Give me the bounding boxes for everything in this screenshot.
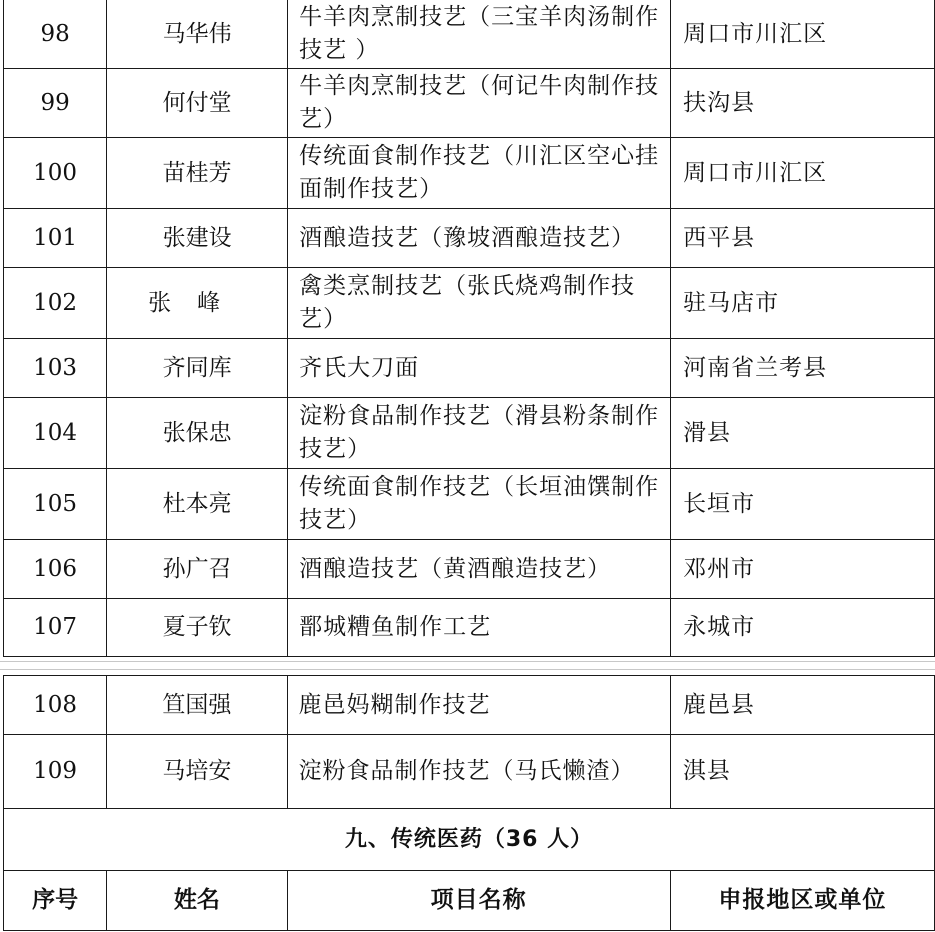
header-region: 申报地区或单位 — [670, 871, 934, 931]
project-name: 酒酿造技艺（豫坡酒酿造技艺） — [288, 209, 671, 268]
project-name: 传统面食制作技艺（川汇区空心挂面制作技艺） — [288, 138, 671, 209]
table-row — [4, 735, 935, 809]
row-number: 103 — [4, 339, 107, 398]
table-row — [4, 398, 935, 469]
table-row — [4, 69, 935, 138]
region: 西平县 — [671, 209, 935, 268]
table-row — [4, 599, 935, 657]
region: 周口市川汇区 — [671, 138, 935, 209]
row-number: 105 — [4, 469, 107, 540]
person-name: 张保忠 — [107, 398, 288, 469]
row-number: 108 — [4, 676, 107, 735]
project-name: 鄑城糟鱼制作工艺 — [288, 599, 671, 657]
person-name: 张建设 — [107, 209, 288, 268]
heritage-table-part1 — [3, 0, 935, 657]
region: 淇县 — [670, 735, 934, 809]
person-name: 张峰 — [107, 268, 288, 339]
page-break — [0, 658, 935, 674]
table-row — [4, 540, 935, 599]
person-name: 笪国强 — [107, 676, 287, 735]
row-number: 104 — [4, 398, 107, 469]
header-row — [4, 871, 935, 931]
region: 滑县 — [671, 398, 935, 469]
header-number: 序号 — [4, 871, 107, 931]
person-name: 齐同库 — [107, 339, 288, 398]
table-row — [4, 209, 935, 268]
row-number: 100 — [4, 138, 107, 209]
person-name: 何付堂 — [107, 69, 288, 138]
header-name: 姓名 — [107, 871, 287, 931]
region: 长垣市 — [671, 469, 935, 540]
table-row — [4, 138, 935, 209]
project-name: 淀粉食品制作技艺（马氏懒渣） — [287, 735, 670, 809]
project-name: 牛羊肉烹制技艺（何记牛肉制作技艺） — [288, 69, 671, 138]
table-row — [4, 268, 935, 339]
row-number: 109 — [4, 735, 107, 809]
row-number: 106 — [4, 540, 107, 599]
row-number: 107 — [4, 599, 107, 657]
person-name: 苗桂芳 — [107, 138, 288, 209]
row-number: 99 — [4, 69, 107, 138]
person-name: 孙广召 — [107, 540, 288, 599]
person-name: 杜本亮 — [107, 469, 288, 540]
person-name: 马培安 — [107, 735, 287, 809]
table-row — [4, 339, 935, 398]
project-name: 禽类烹制技艺（张氏烧鸡制作技艺） — [288, 268, 671, 339]
project-name: 牛羊肉烹制技艺（三宝羊肉汤制作技艺 ） — [288, 0, 671, 69]
person-name: 马华伟 — [107, 0, 288, 69]
region: 周口市川汇区 — [671, 0, 935, 69]
row-number: 102 — [4, 268, 107, 339]
person-name: 夏子钦 — [107, 599, 288, 657]
project-name: 齐氏大刀面 — [288, 339, 671, 398]
project-name: 淀粉食品制作技艺（滑县粉条制作技艺） — [288, 398, 671, 469]
region: 邓州市 — [671, 540, 935, 599]
row-number: 98 — [4, 0, 107, 69]
table-row — [4, 676, 935, 735]
section-title: 九、传统医药（36 人） — [4, 809, 935, 871]
table-row — [4, 0, 935, 69]
region: 鹿邑县 — [670, 676, 934, 735]
region: 扶沟县 — [671, 69, 935, 138]
project-name: 传统面食制作技艺（长垣油馔制作技艺） — [288, 469, 671, 540]
table-row — [4, 469, 935, 540]
project-name: 酒酿造技艺（黄酒酿造技艺） — [288, 540, 671, 599]
region: 驻马店市 — [671, 268, 935, 339]
region: 永城市 — [671, 599, 935, 657]
region: 河南省兰考县 — [671, 339, 935, 398]
section-row — [4, 809, 935, 871]
heritage-table-part2 — [3, 675, 935, 931]
row-number: 101 — [4, 209, 107, 268]
project-name: 鹿邑妈糊制作技艺 — [287, 676, 670, 735]
header-project: 项目名称 — [287, 871, 670, 931]
